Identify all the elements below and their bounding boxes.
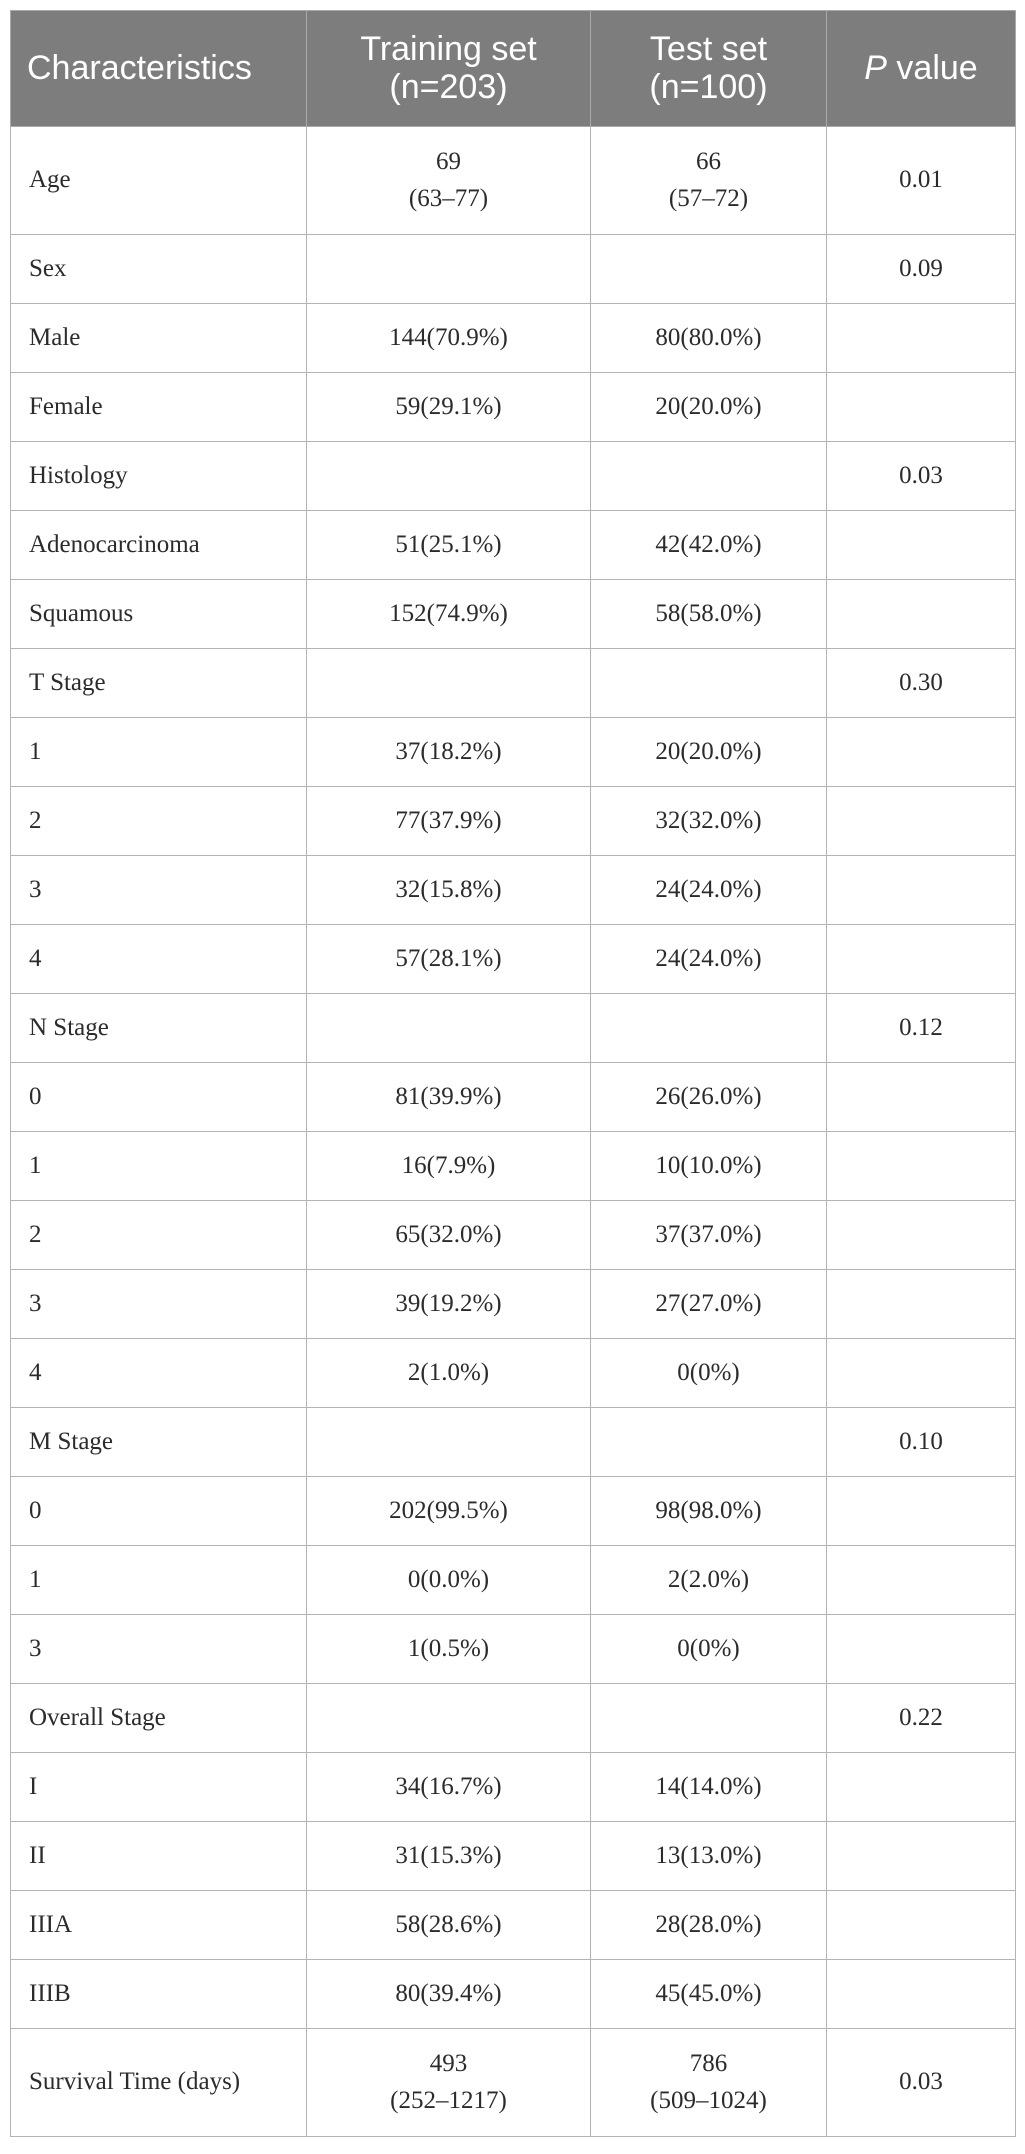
- table-row: [11, 1270, 1016, 1339]
- test-set-cell: [591, 1615, 827, 1684]
- row-label-cell: [11, 1753, 307, 1822]
- test-set-cell: [591, 127, 827, 235]
- table-row: [11, 442, 1016, 511]
- training-set-value: 65(32.0%): [395, 1220, 502, 1248]
- row-label-cell: [11, 1339, 307, 1408]
- test-set-cell: [591, 1132, 827, 1201]
- training-set-cell: [307, 442, 591, 511]
- row-label: IIIB: [29, 1979, 71, 2007]
- training-set-value: 31(15.3%): [395, 1841, 502, 1869]
- p-value-cell: [827, 787, 1016, 856]
- test-set-value: 10(10.0%): [655, 1151, 762, 1179]
- row-label-cell: [11, 649, 307, 718]
- row-label: Survival Time (days): [29, 2068, 241, 2096]
- training-set-cell: [307, 856, 591, 925]
- test-set-value: 20(20.0%): [655, 737, 762, 765]
- test-set-cell: [591, 1408, 827, 1477]
- p-value-cell: [827, 718, 1016, 787]
- test-set-cell: [591, 1339, 827, 1408]
- training-set-cell: [307, 1960, 591, 2029]
- row-label-cell: [11, 718, 307, 787]
- p-value-cell: [827, 235, 1016, 304]
- test-set-value: 27(27.0%): [655, 1289, 762, 1317]
- table-row: [11, 304, 1016, 373]
- test-set-cell: [591, 1270, 827, 1339]
- test-set-value: 26(26.0%): [655, 1082, 762, 1110]
- p-value-cell: [827, 580, 1016, 649]
- row-label: M Stage: [29, 1427, 114, 1455]
- training-set-value: 493: [429, 2050, 468, 2078]
- p-value-cell: [827, 1132, 1016, 1201]
- p-value-cell: [827, 1477, 1016, 1546]
- training-set-cell: [307, 1891, 591, 1960]
- row-label-cell: [11, 925, 307, 994]
- p-value-cell: [827, 1546, 1016, 1615]
- table-row: [11, 1684, 1016, 1753]
- table-row: [11, 235, 1016, 304]
- training-set-value: 202(99.5%): [389, 1496, 508, 1524]
- training-set-cell: [307, 925, 591, 994]
- training-set-cell: [307, 787, 591, 856]
- test-set-cell: [591, 787, 827, 856]
- test-set-value: 24(24.0%): [655, 875, 762, 903]
- p-value-cell: [827, 1960, 1016, 2029]
- test-set-value: 45(45.0%): [655, 1979, 762, 2007]
- table-row: [11, 994, 1016, 1063]
- test-set-cell: [591, 373, 827, 442]
- p-value: 0.03: [899, 461, 943, 489]
- training-set-cell: [307, 2029, 591, 2137]
- header-row: [11, 11, 1016, 127]
- test-set-cell: [591, 235, 827, 304]
- p-value-cell: [827, 1822, 1016, 1891]
- test-set-cell: [591, 2029, 827, 2137]
- p-value-cell: [827, 1063, 1016, 1132]
- row-label-cell: [11, 1822, 307, 1891]
- training-set-range: (63–77): [408, 184, 489, 212]
- header-test-set-count: (n=100): [649, 67, 768, 106]
- test-set-value: 14(14.0%): [655, 1772, 762, 1800]
- test-set-cell: [591, 925, 827, 994]
- test-set-cell: [591, 304, 827, 373]
- row-label: 0: [29, 1496, 42, 1524]
- p-value: 0.30: [899, 668, 943, 696]
- row-label-cell: [11, 373, 307, 442]
- p-value-cell: [827, 994, 1016, 1063]
- training-set-cell: [307, 304, 591, 373]
- row-label: N Stage: [29, 1013, 109, 1041]
- test-set-cell: [591, 718, 827, 787]
- p-value: 0.22: [899, 1703, 943, 1731]
- training-set-value: 34(16.7%): [395, 1772, 502, 1800]
- row-label-cell: [11, 1960, 307, 2029]
- training-set-value: 59(29.1%): [395, 392, 502, 420]
- row-label-cell: [11, 442, 307, 511]
- characteristics-table-container: [10, 10, 1015, 2144]
- test-set-cell: [591, 1063, 827, 1132]
- row-label-cell: [11, 1132, 307, 1201]
- test-set-value: 786: [689, 2050, 728, 2078]
- test-set-cell: [591, 649, 827, 718]
- header-test-set-title: Test set: [649, 30, 768, 69]
- row-label-cell: [11, 1270, 307, 1339]
- p-value-cell: [827, 1615, 1016, 1684]
- row-label: T Stage: [29, 668, 106, 696]
- row-label: Age: [29, 166, 71, 194]
- row-label: 3: [29, 1289, 42, 1317]
- training-set-cell: [307, 1201, 591, 1270]
- row-label-cell: [11, 787, 307, 856]
- training-set-value: 1(0.5%): [407, 1634, 490, 1662]
- table-row: [11, 718, 1016, 787]
- row-label-cell: [11, 1408, 307, 1477]
- header-training-set: [307, 11, 591, 127]
- row-label: 3: [29, 875, 42, 903]
- table-row: [11, 1201, 1016, 1270]
- table-row: [11, 925, 1016, 994]
- test-set-value: 28(28.0%): [655, 1910, 762, 1938]
- test-set-range: (57–72): [668, 184, 749, 212]
- p-value-cell: [827, 1753, 1016, 1822]
- training-set-cell: [307, 1063, 591, 1132]
- table-row: [11, 1339, 1016, 1408]
- table-row: [11, 373, 1016, 442]
- training-set-value: 32(15.8%): [395, 875, 502, 903]
- training-set-value: 39(19.2%): [395, 1289, 502, 1317]
- row-label-cell: [11, 1546, 307, 1615]
- table-row: [11, 1891, 1016, 1960]
- row-label-cell: [11, 511, 307, 580]
- row-label-cell: [11, 1477, 307, 1546]
- training-set-cell: [307, 1546, 591, 1615]
- table-row: [11, 1132, 1016, 1201]
- table-header: [11, 11, 1016, 127]
- training-set-value: 0(0.0%): [407, 1565, 490, 1593]
- test-set-range: (509–1024): [650, 2086, 767, 2114]
- row-label: I: [29, 1772, 38, 1800]
- p-value-cell: [827, 373, 1016, 442]
- training-set-cell: [307, 235, 591, 304]
- test-set-value: 2(2.0%): [667, 1565, 750, 1593]
- row-label: 2: [29, 806, 42, 834]
- row-label-cell: [11, 1201, 307, 1270]
- row-label-cell: [11, 304, 307, 373]
- row-label-cell: [11, 994, 307, 1063]
- test-set-cell: [591, 1960, 827, 2029]
- training-set-value: 69: [436, 148, 461, 176]
- training-set-cell: [307, 127, 591, 235]
- training-set-cell: [307, 511, 591, 580]
- table-row: [11, 856, 1016, 925]
- table-row: [11, 649, 1016, 718]
- table-row: [11, 1408, 1016, 1477]
- row-label: Male: [29, 323, 81, 351]
- test-set-value: 20(20.0%): [655, 392, 762, 420]
- header-p-value-symbol: P: [864, 48, 887, 87]
- training-set-cell: [307, 1477, 591, 1546]
- row-label: Overall Stage: [29, 1703, 166, 1731]
- row-label: 1: [29, 737, 42, 765]
- test-set-cell: [591, 511, 827, 580]
- row-label: Histology: [29, 461, 128, 489]
- characteristics-table: [10, 10, 1016, 2137]
- training-set-cell: [307, 373, 591, 442]
- p-value-cell: [827, 856, 1016, 925]
- row-label-cell: [11, 127, 307, 235]
- header-characteristics: [11, 11, 307, 127]
- p-value-cell: [827, 1408, 1016, 1477]
- test-set-value: 32(32.0%): [655, 806, 762, 834]
- test-set-cell: [591, 1684, 827, 1753]
- training-set-range: (252–1217): [390, 2086, 507, 2114]
- table-row: [11, 1960, 1016, 2029]
- test-set-cell: [591, 856, 827, 925]
- row-label: Adenocarcinoma: [29, 530, 200, 558]
- training-set-cell: [307, 1270, 591, 1339]
- test-set-value: 98(98.0%): [655, 1496, 762, 1524]
- p-value-cell: [827, 442, 1016, 511]
- test-set-value: 0(0%): [677, 1634, 740, 1662]
- row-label: 4: [29, 1358, 42, 1386]
- p-value-cell: [827, 1270, 1016, 1339]
- p-value-cell: [827, 511, 1016, 580]
- p-value-cell: [827, 1339, 1016, 1408]
- row-label: Female: [29, 392, 103, 420]
- p-value-cell: [827, 127, 1016, 235]
- header-characteristics-label: Characteristics: [27, 48, 252, 87]
- training-set-cell: [307, 1753, 591, 1822]
- training-set-value: 16(7.9%): [401, 1151, 496, 1179]
- test-set-cell: [591, 1753, 827, 1822]
- training-set-cell: [307, 1615, 591, 1684]
- test-set-cell: [591, 1822, 827, 1891]
- p-value-cell: [827, 2029, 1016, 2137]
- training-set-cell: [307, 1339, 591, 1408]
- table-row: [11, 127, 1016, 235]
- table-row: [11, 787, 1016, 856]
- training-set-cell: [307, 649, 591, 718]
- table-row: [11, 580, 1016, 649]
- test-set-value: 24(24.0%): [655, 944, 762, 972]
- row-label-cell: [11, 1684, 307, 1753]
- training-set-value: 57(28.1%): [395, 944, 502, 972]
- training-set-value: 37(18.2%): [395, 737, 502, 765]
- test-set-value: 37(37.0%): [655, 1220, 762, 1248]
- row-label-cell: [11, 1891, 307, 1960]
- test-set-cell: [591, 994, 827, 1063]
- test-set-value: 80(80.0%): [655, 323, 762, 351]
- row-label: IIIA: [29, 1910, 73, 1938]
- test-set-value: 58(58.0%): [655, 599, 762, 627]
- table-body: [11, 127, 1016, 2137]
- test-set-value: 0(0%): [677, 1358, 740, 1386]
- table-row: [11, 1063, 1016, 1132]
- p-value-cell: [827, 1684, 1016, 1753]
- test-set-cell: [591, 442, 827, 511]
- test-set-cell: [591, 580, 827, 649]
- row-label: 2: [29, 1220, 42, 1248]
- table-row: [11, 1546, 1016, 1615]
- p-value-cell: [827, 1201, 1016, 1270]
- header-training-set-count: (n=203): [389, 67, 508, 106]
- test-set-value: 42(42.0%): [655, 530, 762, 558]
- p-value: 0.03: [899, 2068, 943, 2096]
- test-set-cell: [591, 1201, 827, 1270]
- table-row: [11, 1822, 1016, 1891]
- header-training-set-title: Training set: [360, 30, 537, 69]
- table-row: [11, 1477, 1016, 1546]
- row-label-cell: [11, 1615, 307, 1684]
- row-label: Sex: [29, 254, 67, 282]
- p-value-cell: [827, 304, 1016, 373]
- row-label-cell: [11, 580, 307, 649]
- row-label: 3: [29, 1634, 42, 1662]
- row-label-cell: [11, 2029, 307, 2137]
- row-label-cell: [11, 856, 307, 925]
- test-set-cell: [591, 1891, 827, 1960]
- table-row: [11, 2029, 1016, 2137]
- training-set-value: 144(70.9%): [389, 323, 508, 351]
- training-set-value: 80(39.4%): [395, 1979, 502, 2007]
- test-set-value: 13(13.0%): [655, 1841, 762, 1869]
- p-value: 0.09: [899, 254, 943, 282]
- row-label: Squamous: [29, 599, 134, 627]
- header-test-set: [591, 11, 827, 127]
- training-set-value: 77(37.9%): [395, 806, 502, 834]
- table-row: [11, 1753, 1016, 1822]
- training-set-cell: [307, 1822, 591, 1891]
- header-p-value: [827, 11, 1016, 127]
- p-value-cell: [827, 1891, 1016, 1960]
- training-set-cell: [307, 1408, 591, 1477]
- p-value: 0.12: [899, 1013, 943, 1041]
- training-set-cell: [307, 994, 591, 1063]
- table-row: [11, 511, 1016, 580]
- test-set-value: 66: [696, 148, 721, 176]
- training-set-value: 51(25.1%): [395, 530, 502, 558]
- row-label: 0: [29, 1082, 42, 1110]
- row-label-cell: [11, 235, 307, 304]
- training-set-value: 81(39.9%): [395, 1082, 502, 1110]
- training-set-cell: [307, 1132, 591, 1201]
- p-value-cell: [827, 649, 1016, 718]
- p-value: 0.01: [899, 166, 943, 194]
- p-value-cell: [827, 925, 1016, 994]
- test-set-cell: [591, 1477, 827, 1546]
- training-set-cell: [307, 718, 591, 787]
- header-p-value-word: value: [886, 48, 978, 87]
- row-label: 4: [29, 944, 42, 972]
- row-label: 1: [29, 1565, 42, 1593]
- row-label-cell: [11, 1063, 307, 1132]
- test-set-cell: [591, 1546, 827, 1615]
- training-set-cell: [307, 580, 591, 649]
- training-set-cell: [307, 1684, 591, 1753]
- row-label: II: [29, 1841, 46, 1869]
- training-set-value: 58(28.6%): [395, 1910, 502, 1938]
- row-label: 1: [29, 1151, 42, 1179]
- p-value: 0.10: [899, 1427, 943, 1455]
- training-set-value: 152(74.9%): [389, 599, 508, 627]
- training-set-value: 2(1.0%): [407, 1358, 490, 1386]
- table-row: [11, 1615, 1016, 1684]
